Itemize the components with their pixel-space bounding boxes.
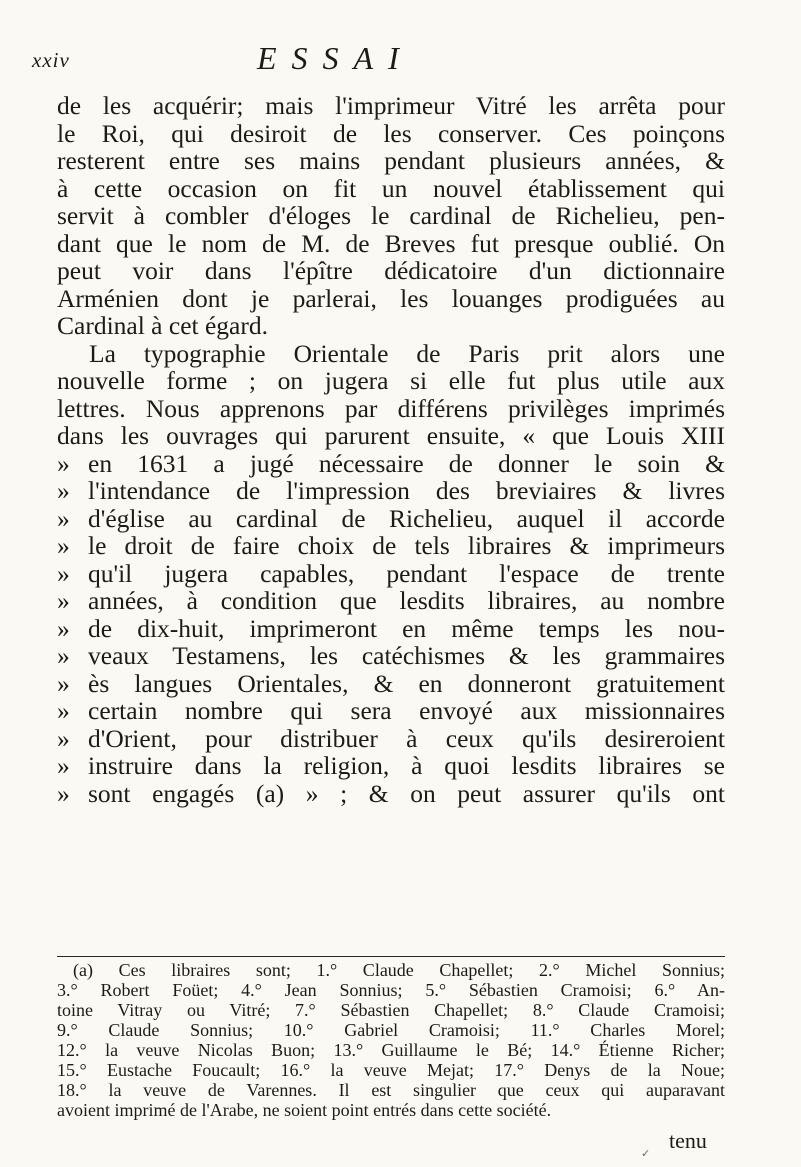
text-line: Arménien dont je parlerai, les louanges prodiguées au bbox=[57, 283, 725, 313]
footnote-line: 3.° Robert Foüet; 4.° Jean Sonnius; 5.° Sébastien Cramoisi; 6.° An- bbox=[57, 980, 725, 1000]
quoted-text: l'intendance de l'impression des breviaires & livres bbox=[88, 476, 725, 505]
quote-mark: » bbox=[57, 558, 70, 588]
quote-mark: » bbox=[57, 476, 70, 505]
quoted-line bbox=[57, 642, 725, 670]
quote-mark: » bbox=[57, 503, 70, 533]
text-line: peut voir dans l'épître dédicatoire d'un dictionnaire bbox=[57, 256, 725, 285]
quote-mark: » bbox=[57, 696, 70, 725]
quoted-text: certain nombre qui sera envoyé aux missionnaires bbox=[88, 696, 725, 725]
quoted-text: le droit de faire choix de tels libraires & imprimeurs bbox=[88, 531, 725, 560]
signature-mark: ✓ bbox=[641, 1148, 651, 1160]
quoted-text: d'église au cardinal de Richelieu, auquel il accorde bbox=[88, 503, 725, 533]
quoted-text: de dix-huit, imprimeront en même temps les nou- bbox=[88, 613, 725, 643]
text-line: dans les ouvrages qui parurent ensuite, « que Louis XIII bbox=[57, 421, 725, 450]
quoted-line bbox=[57, 560, 725, 588]
quoted-line bbox=[57, 450, 725, 478]
footnote-line: 18.° la veuve de Varennes. Il est singulier que ceux qui auparavant bbox=[57, 1080, 725, 1100]
quoted-line bbox=[57, 587, 725, 615]
quoted-text: en 1631 a jugé nécessaire de donner le soin & bbox=[88, 448, 725, 478]
quoted-line bbox=[57, 725, 725, 753]
quoted-line bbox=[57, 780, 725, 808]
text-line: servit à combler d'éloges le cardinal de Richelieu, pen- bbox=[57, 201, 725, 230]
quoted-line bbox=[57, 670, 725, 698]
quoted-line bbox=[57, 532, 725, 560]
footnote-line: avoient imprimé de l'Arabe, ne soient point entrés dans cette société. bbox=[57, 1100, 552, 1120]
footnote-line: 12.° la veuve Nicolas Buon; 13.° Guillaume le Bé; 14.° Étienne Richer; bbox=[57, 1040, 725, 1060]
quote-mark: » bbox=[57, 586, 70, 615]
quote-mark: » bbox=[57, 723, 70, 753]
quote-mark: » bbox=[57, 531, 70, 560]
paragraph-start-line: La typographie Orientale de Paris prit alors une bbox=[89, 338, 725, 368]
quoted-line bbox=[57, 477, 725, 505]
footnote-line: (a) Ces libraires sont; 1.° Claude Chapellet; 2.° Michel Sonnius; bbox=[73, 960, 725, 980]
quoted-line bbox=[57, 615, 725, 643]
text-line: Cardinal à cet égard. bbox=[57, 311, 268, 340]
quoted-text: veaux Testamens, les catéchismes & les grammaires bbox=[88, 641, 725, 670]
footnote-line: 9.° Claude Sonnius; 10.° Gabriel Cramoisi; 11.° Charles Morel; bbox=[57, 1020, 725, 1040]
page-header bbox=[32, 40, 732, 80]
text-line: à cette occasion on fit un nouvel établissement qui bbox=[57, 173, 725, 203]
text-line: nouvelle forme ; on jugera si elle fut plus utile aux bbox=[57, 366, 725, 395]
running-title: ESSAI bbox=[257, 40, 414, 76]
main-text bbox=[57, 92, 725, 807]
quoted-line bbox=[57, 752, 725, 780]
quoted-text: qu'il jugera capables, pendant l'espace de trente bbox=[88, 558, 725, 588]
quote-mark: » bbox=[57, 448, 70, 478]
quoted-line bbox=[57, 505, 725, 533]
quote-mark: » bbox=[57, 641, 70, 670]
text-line: lettres. Nous apprenons par différens privilèges imprimés bbox=[57, 393, 725, 423]
quoted-text: ès langues Orientales, & en donneront gratuitement bbox=[88, 668, 725, 698]
text-line: le Roi, qui desiroit de les conserver. Ces poinçons bbox=[57, 118, 725, 148]
quoted-text: d'Orient, pour distribuer à ceux qu'ils desireroient bbox=[88, 723, 725, 753]
quote-mark: » bbox=[57, 613, 70, 643]
text-line: dant que le nom de M. de Breves fut presque oublié. On bbox=[57, 228, 725, 258]
quote-mark: » bbox=[57, 751, 70, 780]
footnote-line: toine Vitray ou Vitré; 7.° Sébastien Chapellet; 8.° Claude Cramoisi; bbox=[57, 1000, 725, 1020]
page-number: xxiv bbox=[32, 48, 70, 72]
footnote-line: 15.° Eustache Foucault; 16.° la veuve Mejat; 17.° Denys de la Noue; bbox=[57, 1060, 725, 1080]
catchword: tenu bbox=[669, 1128, 707, 1153]
quoted-text: instruire dans la religion, à quoi lesdits libraires se bbox=[88, 751, 725, 780]
quote-mark: » bbox=[57, 668, 70, 698]
quoted-text: années, à condition que lesdits libraires, au nombre bbox=[88, 586, 725, 615]
text-line: resterent entre ses mains pendant plusieurs années, & bbox=[57, 146, 725, 175]
footnote-divider bbox=[57, 956, 725, 957]
quoted-line bbox=[57, 697, 725, 725]
quote-mark: » bbox=[57, 778, 70, 808]
text-line: de les acquérir; mais l'imprimeur Vitré les arrêta pour bbox=[57, 91, 725, 120]
quoted-text: sont engagés (a) » ; & on peut assurer qu'ils ont bbox=[88, 778, 725, 808]
footnote bbox=[57, 960, 725, 1120]
